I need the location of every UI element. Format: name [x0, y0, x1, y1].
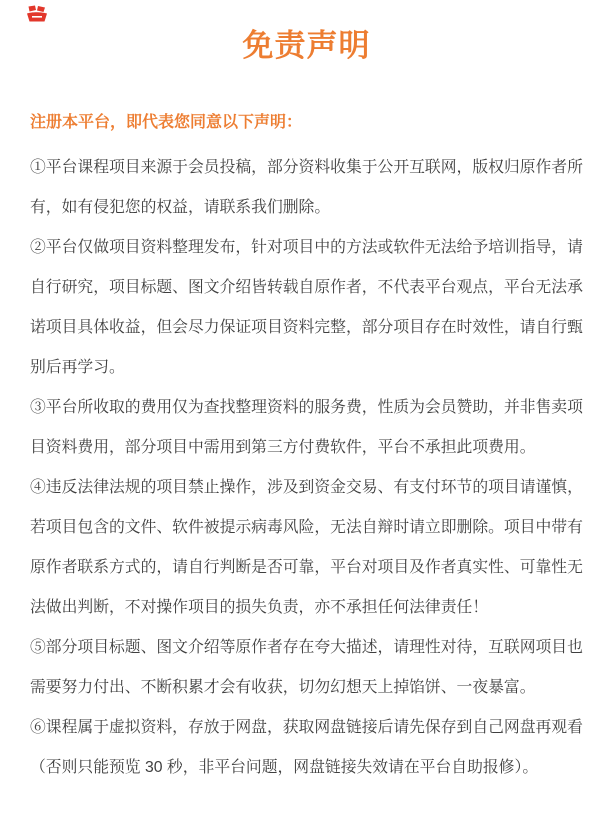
disclaimer-clause-3: ③平台所收取的费用仅为查找整理资料的服务费，性质为会员赞助，并非售卖项目资料费用，部分项目中需用到第三方付费软件，平台不承担此项费用。 [30, 399, 583, 456]
intro-statement: 注册本平台，即代表您同意以下声明： [30, 114, 303, 131]
disclaimer-clause-1: ①平台课程项目来源于会员投稿，部分资料收集于公开互联网，版权归原作者所有，如有侵犯您的权益，请联系我们删除。 [30, 159, 583, 216]
document-title: 免责声明 [242, 28, 371, 63]
disclaimer-clause-4: ④违反法律法规的项目禁止操作，涉及到资金交易、有支付环节的项目请谨慎，若项目包含的文件、软件被提示病毒风险，无法自辩时请立即删除。项目中带有原作者联系方式的，请自行判断是否可靠，平台对项目及作者真实性、可靠性无法做出判断，不对操作项目的损失负责，亦不承担任何法律责任！ [30, 479, 583, 616]
document-body [30, 103, 586, 788]
disclaimer-clause-6: ⑥课程属于虚拟资料，存放于网盘，获取网盘链接后请先保存到自己网盘再观看（否则只能预览 30 秒，非平台问题，网盘链接失效请在平台自助报修）。 [30, 719, 583, 776]
disclaimer-clause-5: ⑤部分项目标题、图文介绍等原作者存在夸大描述，请理性对待，互联网项目也需要努力付出、不断积累才会有收获，切勿幻想天上掉馅饼、一夜暴富。 [30, 639, 583, 696]
red-stamp-icon [26, 5, 48, 22]
disclaimer-clause-2: ②平台仅做项目资料整理发布，针对项目中的方法或软件无法给予培训指导，请自行研究，项目标题、图文介绍皆转载自原作者，不代表平台观点，平台无法承诺项目具体收益，但会尽力保证项目资料完整，部分项目存在时效性，请自行甄别后再学习。 [30, 239, 583, 376]
